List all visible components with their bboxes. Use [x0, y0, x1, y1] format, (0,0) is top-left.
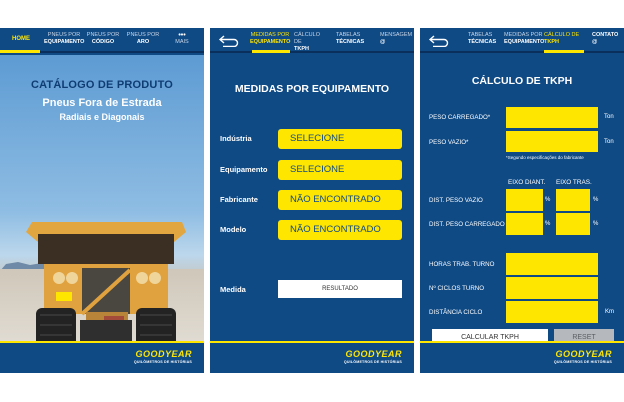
percent-unit: % [593, 221, 599, 227]
fabricante-select[interactable]: NÃO ENCONTRADO [278, 190, 402, 210]
modelo-label: Modelo [220, 225, 247, 234]
top-nav [210, 28, 414, 53]
page-title: MEDIDAS POR EQUIPAMENTO [234, 83, 390, 95]
ciclos-turno-label: Nº CICLOS TURNO [429, 285, 485, 292]
dist-vazio-diant-input[interactable] [506, 189, 543, 211]
back-arrow-icon[interactable] [218, 34, 240, 47]
peso-vazio-label: PESO VAZIO* [429, 139, 469, 146]
nav-pneus-equipamento[interactable]: PNEUS POR EQUIPAMENTO [44, 32, 85, 45]
page-title: CÁLCULO DE TKPH [471, 75, 573, 87]
percent-unit: % [545, 197, 551, 203]
dist-peso-carregado-label: DIST. PESO CARREGADO [429, 221, 505, 228]
reset-button[interactable]: RESET [554, 329, 614, 345]
top-nav [420, 28, 624, 53]
nav-mais[interactable]: ••• MAIS [170, 32, 194, 46]
equipamento-select[interactable]: SELECIONE [278, 160, 402, 180]
more-dots-icon: ••• [178, 32, 186, 39]
nav-mensagem[interactable]: MENSAGEM @ [380, 32, 413, 45]
footer [210, 341, 414, 373]
active-tab-indicator [544, 50, 584, 53]
nav-calculo-tkph[interactable]: CÁLCULO DE TKPH [544, 32, 580, 45]
calcular-tkph-button[interactable]: CALCULAR TKPH [432, 329, 548, 345]
goodyear-logo: GOODYEAR QUILÔMETROS DE HISTÓRIAS [133, 349, 192, 364]
top-nav [0, 28, 204, 53]
peso-vazio-unit: Ton [604, 139, 614, 145]
peso-carregado-unit: Ton [604, 114, 614, 120]
footer [420, 341, 624, 373]
dist-carregado-tras-input[interactable] [556, 213, 590, 235]
peso-carregado-label: PESO CARREGADO* [429, 114, 491, 121]
eixo-diant-header: EIXO DIANT. [508, 179, 546, 186]
active-tab-indicator [252, 50, 290, 53]
eixo-tras-header: EIXO TRAS. [556, 179, 592, 186]
equipamento-label: Equipamento [220, 165, 268, 174]
ciclos-turno-input[interactable] [506, 277, 598, 299]
manufacturer-note: *Segundo especificações do fabricante [506, 155, 584, 160]
distancia-ciclo-input[interactable] [506, 301, 598, 323]
home-screen [0, 28, 204, 373]
haul-truck-image [24, 220, 189, 355]
nav-medidas-equipamento[interactable]: MEDIDAS POR EQUIPAMENTO [250, 32, 291, 45]
nav-tabelas-tecnicas[interactable]: TABELAS TÉCNICAS [468, 32, 497, 45]
catalog-subtitle-2: Radiais e Diagonais [59, 112, 145, 122]
nav-calculo-tkph[interactable]: CÁLCULO DE TKPH [294, 32, 320, 52]
tkph-screen [420, 28, 624, 373]
resultado-field: RESULTADO [278, 280, 402, 298]
medidas-screen [210, 28, 414, 373]
nav-home[interactable]: HOME [12, 36, 30, 42]
industria-select[interactable]: SELECIONE [278, 129, 402, 149]
catalog-title: CATÁLOGO DE PRODUTO [30, 79, 174, 91]
back-arrow-icon[interactable] [428, 34, 450, 47]
percent-unit: % [593, 197, 599, 203]
distancia-ciclo-label: DISTÂNCIA CICLO [429, 309, 483, 316]
percent-unit: % [545, 221, 551, 227]
km-unit: Km [605, 309, 614, 315]
goodyear-logo: GOODYEAR QUILÔMETROS DE HISTÓRIAS [343, 349, 402, 364]
nav-pneus-codigo[interactable]: PNEUS POR CÓDIGO [86, 32, 120, 45]
dist-peso-vazio-label: DIST. PESO VAZIO [429, 197, 483, 204]
horas-trab-input[interactable] [506, 253, 598, 275]
peso-carregado-input[interactable] [506, 107, 598, 128]
horas-trab-label: HORAS TRAB. TURNO [429, 261, 495, 268]
nav-medidas-equipamento[interactable]: MEDIDAS POR EQUIPAMENTO [504, 32, 545, 45]
footer [0, 341, 204, 373]
fabricante-label: Fabricante [220, 195, 258, 204]
goodyear-logo: GOODYEAR QUILÔMETROS DE HISTÓRIAS [553, 349, 612, 364]
nav-tabelas-tecnicas[interactable]: TABELAS TÉCNICAS [336, 32, 365, 45]
nav-pneus-aro[interactable]: PNEUS POR ARO [126, 32, 160, 45]
dist-carregado-diant-input[interactable] [506, 213, 543, 235]
dist-vazio-tras-input[interactable] [556, 189, 590, 211]
modelo-select[interactable]: NÃO ENCONTRADO [278, 220, 402, 240]
medida-label: Medida [220, 285, 246, 294]
nav-contato[interactable]: CONTATO @ [592, 32, 619, 45]
catalog-subtitle: Pneus Fora de Estrada [42, 97, 162, 109]
hero-banner [0, 55, 204, 341]
peso-vazio-input[interactable] [506, 131, 598, 152]
active-tab-indicator [0, 50, 40, 53]
industria-label: Indústria [220, 134, 252, 143]
